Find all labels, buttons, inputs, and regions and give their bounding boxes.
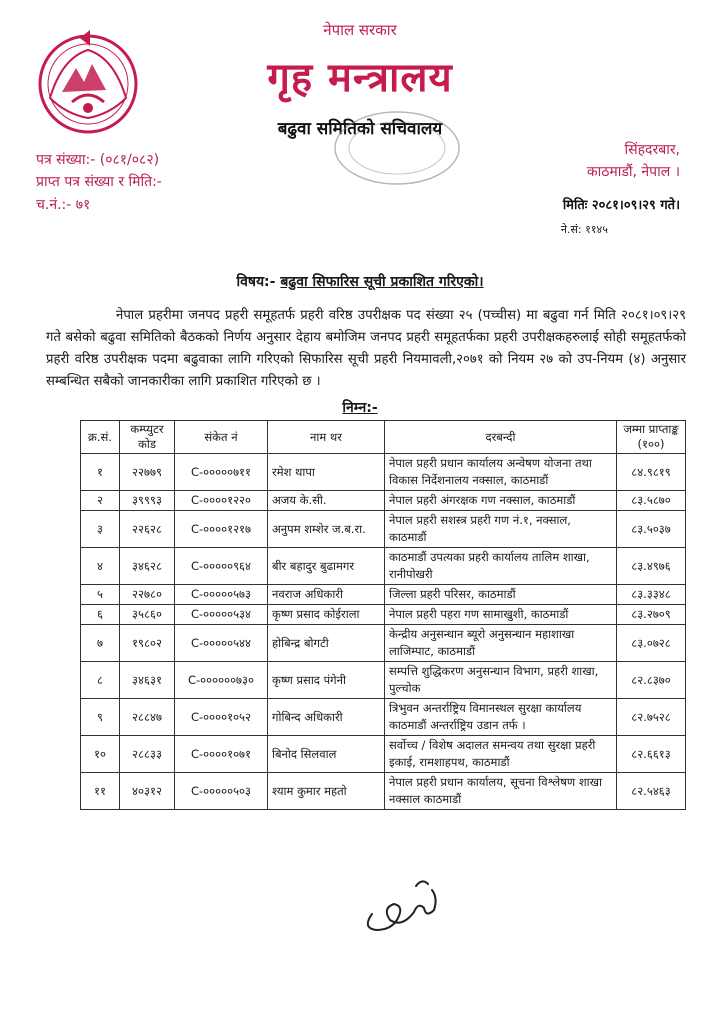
cell-symbol: C-०००००५७३ <box>175 585 268 605</box>
cell-score: ८३.४९७६ <box>617 548 686 585</box>
letter-date: मितिः २०८१।०९।२९ गते। <box>562 198 680 213</box>
cell-code: २८८३३ <box>120 736 175 773</box>
col-symbol: संकेत नं <box>175 421 268 454</box>
table-row <box>81 625 686 662</box>
table-row <box>81 699 686 736</box>
table-row <box>81 773 686 810</box>
cell-code: २२६२८ <box>120 511 175 548</box>
cell-sn: ४ <box>81 548 120 585</box>
cell-name: होबिन्द्र बोगटी <box>268 625 385 662</box>
letter-number: पत्र संख्या:- (०८१/०८२) <box>36 152 160 168</box>
cell-symbol: C-००००१०५२ <box>175 699 268 736</box>
table-row <box>81 511 686 548</box>
cell-score: ८३.०७२८ <box>617 625 686 662</box>
cell-code: ३९९९३ <box>120 491 175 511</box>
cell-sn: ७ <box>81 625 120 662</box>
cell-code: ३४६३१ <box>120 662 175 699</box>
below-label: निम्न:- <box>342 400 378 416</box>
office-stamp <box>322 108 472 198</box>
ministry-title: गृह मन्त्रालय <box>267 55 453 101</box>
cell-name: नवराज अधिकारी <box>268 585 385 605</box>
cell-sn: ९ <box>81 699 120 736</box>
cell-office: त्रिभुवन अन्तर्राष्ट्रिय विमानस्थल सुरक्षा कार्यालय काठमाडौं अन्तर्राष्ट्रिय उडान तर्फ । <box>385 699 617 736</box>
cell-code: २२७७९ <box>120 454 175 491</box>
cell-name: रमेश थापा <box>268 454 385 491</box>
cell-office: नेपाल प्रहरी प्रधान कार्यालय अन्वेषण योजना तथा विकास निर्देशनालय नक्साल, काठमाडौं <box>385 454 617 491</box>
cell-symbol: C-००००१०७१ <box>175 736 268 773</box>
recommendation-table <box>80 420 686 810</box>
body-paragraph: नेपाल प्रहरीमा जनपद प्रहरी समूहतर्फ प्रहरी वरिष्ठ उपरीक्षक पद संख्या २५ (पच्चीस) मा बढुवा गर्न मिति २०८१।०९।२९ गते बसेको बढुवा समितिको बैठकको निर्णय अनुसार देहाय बमोजिम जनपद प्रहरी समूहतर्फका प्रहरी उपरीक्षकहरुलाई सोही समूहतर्फको प्रहरी वरिष्ठ उपरीक्षक पदमा बढुवाका लागि गरिएको सिफारिस सूची प्रहरी नियमावली,२०७१ को नियम २७ को उप-नियम (४) अनुसार सम्बन्धित सबैको जानकारीका लागि प्रकाशित गरिएको छ । <box>46 308 686 389</box>
table-row <box>81 454 686 491</box>
cell-name: बीर बहादुर बुढामगर <box>268 548 385 585</box>
cell-sn: २ <box>81 491 120 511</box>
table-row <box>81 736 686 773</box>
cell-name: अजय के.सी. <box>268 491 385 511</box>
cell-sn: ११ <box>81 773 120 810</box>
cell-code: १९८०२ <box>120 625 175 662</box>
subject-label: विषय:- <box>236 274 276 290</box>
cell-score: ८२.७५२८ <box>617 699 686 736</box>
cell-score: ८२.६६१३ <box>617 736 686 773</box>
cell-sn: ५ <box>81 585 120 605</box>
cell-score: ८३.५८७० <box>617 491 686 511</box>
cell-score: ८२.५४६३ <box>617 773 686 810</box>
cell-symbol: C-०००००९६४ <box>175 548 268 585</box>
cell-sn: ६ <box>81 605 120 625</box>
col-score: जम्मा प्राप्ताङ्क (१००) <box>617 421 686 454</box>
cell-symbol: C-०००००७११ <box>175 454 268 491</box>
cell-office: नेपाल प्रहरी सशस्त्र प्रहरी गण नं.१, नक्साल, काठमाडौं <box>385 511 617 548</box>
received-letter-number: प्राप्त पत्र संख्या र मिति:- <box>36 174 162 190</box>
cell-sn: ३ <box>81 511 120 548</box>
cell-name: अनुपम शम्शेर ज.ब.रा. <box>268 511 385 548</box>
secretariat-title: बढुवा समितिको सचिवालय <box>277 119 443 139</box>
cell-name: श्याम कुमार महतो <box>268 773 385 810</box>
cell-score: ८३.२७०९ <box>617 605 686 625</box>
cell-office: सम्पत्ति शुद्धिकरण अनुसन्धान विभाग, प्रहरी शाखा, पुल्चोक <box>385 662 617 699</box>
cell-code: २८८४७ <box>120 699 175 736</box>
cell-code: ३४६२८ <box>120 548 175 585</box>
table-header-row <box>81 421 686 454</box>
government-label: नेपाल सरकार <box>323 21 397 39</box>
address-line-2: काठमाडौं, नेपाल । <box>586 164 680 180</box>
cell-code: ४०३१२ <box>120 773 175 810</box>
cell-score: ८२.८३७० <box>617 662 686 699</box>
cell-name: कृष्ण प्रसाद कोईराला <box>268 605 385 625</box>
subject-line <box>0 272 720 291</box>
address-line-1: सिंहदरबार, <box>624 142 680 158</box>
reg-number: ने.सं: ११४५ <box>560 223 608 236</box>
cell-office: काठमाडौं उपत्यका प्रहरी कार्यालय तालिम शाखा, रानीपोखरी <box>385 548 617 585</box>
table-row <box>81 491 686 511</box>
cell-symbol: C-००००१२२० <box>175 491 268 511</box>
cell-score: ८३.३३४८ <box>617 585 686 605</box>
cell-name: बिनोद सिलवाल <box>268 736 385 773</box>
col-code: कम्प्युटर कोड <box>120 421 175 454</box>
cell-office: सर्वोच्च / विशेष अदालत समन्वय तथा सुरक्षा प्रहरी इकाई, रामशाहपथ, काठमाडौं <box>385 736 617 773</box>
cell-office: नेपाल प्रहरी प्रधान कार्यालय, सूचना विश्लेषण शाखा नक्साल काठमाडौं <box>385 773 617 810</box>
cell-score: ८४.९८१९ <box>617 454 686 491</box>
cell-symbol: C-०००००५०३ <box>175 773 268 810</box>
cell-office: केन्द्रीय अनुसन्धान ब्यूरो अनुसन्धान महाशाखा लाजिम्पाट, काठमाडौं <box>385 625 617 662</box>
cell-symbol: C-०००००५४४ <box>175 625 268 662</box>
dispatch-number: च.नं.:- ७१ <box>36 197 91 213</box>
cell-office: नेपाल प्रहरी पहरा गण सामाखुशी, काठमाडौं <box>385 605 617 625</box>
signature <box>352 868 462 938</box>
cell-code: २२७८० <box>120 585 175 605</box>
table-row <box>81 585 686 605</box>
cell-sn: १० <box>81 736 120 773</box>
subject-text: बढुवा सिफारिस सूची प्रकाशित गरिएको। <box>280 274 484 290</box>
table-row <box>81 605 686 625</box>
col-office: दरबन्दी <box>385 421 617 454</box>
cell-name: कृष्ण प्रसाद पंगेनी <box>268 662 385 699</box>
cell-office: नेपाल प्रहरी अंगरक्षक गण नक्साल, काठमाडौं <box>385 491 617 511</box>
cell-score: ८३.५०३७ <box>617 511 686 548</box>
table-row <box>81 662 686 699</box>
table-row <box>81 548 686 585</box>
cell-office: जिल्ला प्रहरी परिसर, काठमाडौं <box>385 585 617 605</box>
cell-symbol: C-००००१२१७ <box>175 511 268 548</box>
cell-sn: १ <box>81 454 120 491</box>
cell-name: गोबिन्द अधिकारी <box>268 699 385 736</box>
cell-code: ३५८६० <box>120 605 175 625</box>
cell-symbol: C-००००००७३० <box>175 662 268 699</box>
cell-symbol: C-०००००५३४ <box>175 605 268 625</box>
col-name: नाम थर <box>268 421 385 454</box>
col-sn: क्र.सं. <box>81 421 120 454</box>
cell-sn: ८ <box>81 662 120 699</box>
